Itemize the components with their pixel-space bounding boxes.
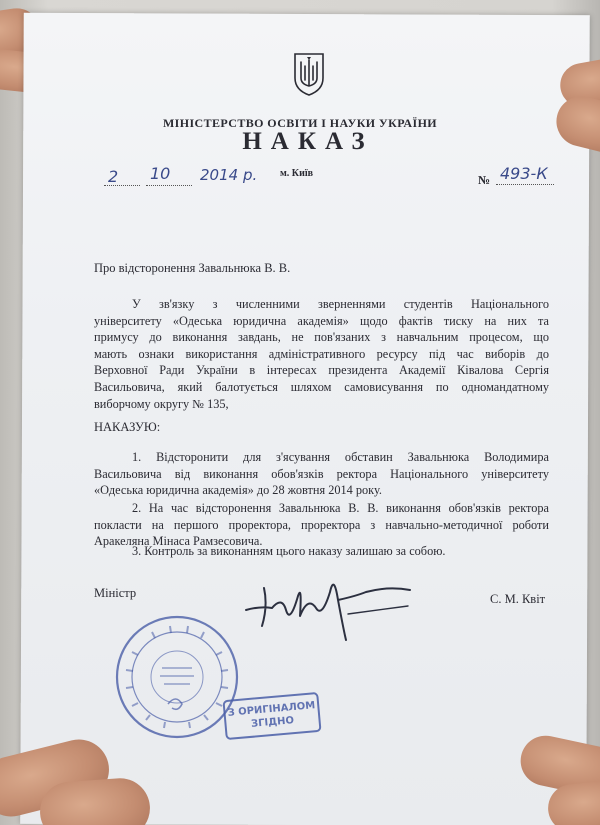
order-item-line: 3. Контроль за виконанням цього наказу залишаю за собою. [132, 544, 446, 558]
date-year: 2014 р. [200, 166, 258, 184]
trident-emblem-icon [292, 52, 326, 96]
minister-name: С. М. Квіт [490, 592, 546, 606]
order-number-line [496, 184, 554, 185]
date-day-line [104, 185, 140, 186]
official-seal-icon [112, 612, 242, 742]
stamp-line: З ОРИГІНАЛОМ [227, 700, 316, 719]
preamble-line: мають ознаки використання адміністративного ресурсу під час виборів до [94, 346, 549, 361]
order-item-3 [94, 543, 549, 560]
preamble-line: Верховної Ради України в інтересах президента Академії Ківалова Сергія [94, 363, 549, 378]
ministry-name: МІНІСТЕРСТВО ОСВІТИ І НАУКИ УКРАЇНИ [162, 116, 438, 130]
date-month: 10 [150, 164, 171, 183]
stamp-line: ЗГІДНО [250, 715, 295, 730]
certified-copy-stamp [222, 692, 321, 740]
order-item-line: Васильовича від виконання обов'язків ректора Національного університету [94, 466, 549, 481]
order-item-1 [94, 449, 549, 499]
preamble-line: примусу до виконання завдань, не пов'язаних з навчальним процесом, що [94, 330, 549, 345]
order-word: НАКАЗУЮ: [94, 420, 161, 434]
date-day: 2 [108, 167, 119, 186]
order-item-line: Аракеляна Мінаса Рамзесовича. [94, 534, 263, 549]
minister-label: Міністр [94, 586, 137, 600]
order-item-line: покласти на першого проректора, проректора з навчально-методичної роботи [94, 517, 549, 532]
signature-icon [238, 566, 418, 646]
date-month-line [146, 185, 192, 186]
preamble-line: У зв'язку з численними зверненнями студентів Національного [132, 297, 549, 311]
order-item-line: 1. Відсторонити для з'ясування обставин Завальнюка Володимира [132, 450, 549, 464]
city: м. Київ [280, 168, 314, 179]
preamble-line: виборчому округу № 135, [94, 396, 229, 411]
order-number: 493-К [500, 164, 548, 183]
preamble-line: Васильовича, який балотується шляхом самовисування по одномандатному [94, 379, 549, 394]
order-title: НАКАЗ [242, 128, 374, 155]
order-number-prefix: № [478, 173, 491, 187]
preamble-paragraph [94, 296, 549, 412]
order-subject: Про відсторонення Завальнюка В. В. [94, 261, 291, 275]
order-item-line: 2. На час відсторонення Завальнюка В. В. виконання обов'язків ректора [132, 501, 549, 515]
preamble-line: університету «Одеська юридична академія» щодо фактів тиску на них та [94, 313, 549, 328]
order-item-line: «Одеська юридична академія» до 28 жовтня 2014 року. [94, 483, 382, 498]
